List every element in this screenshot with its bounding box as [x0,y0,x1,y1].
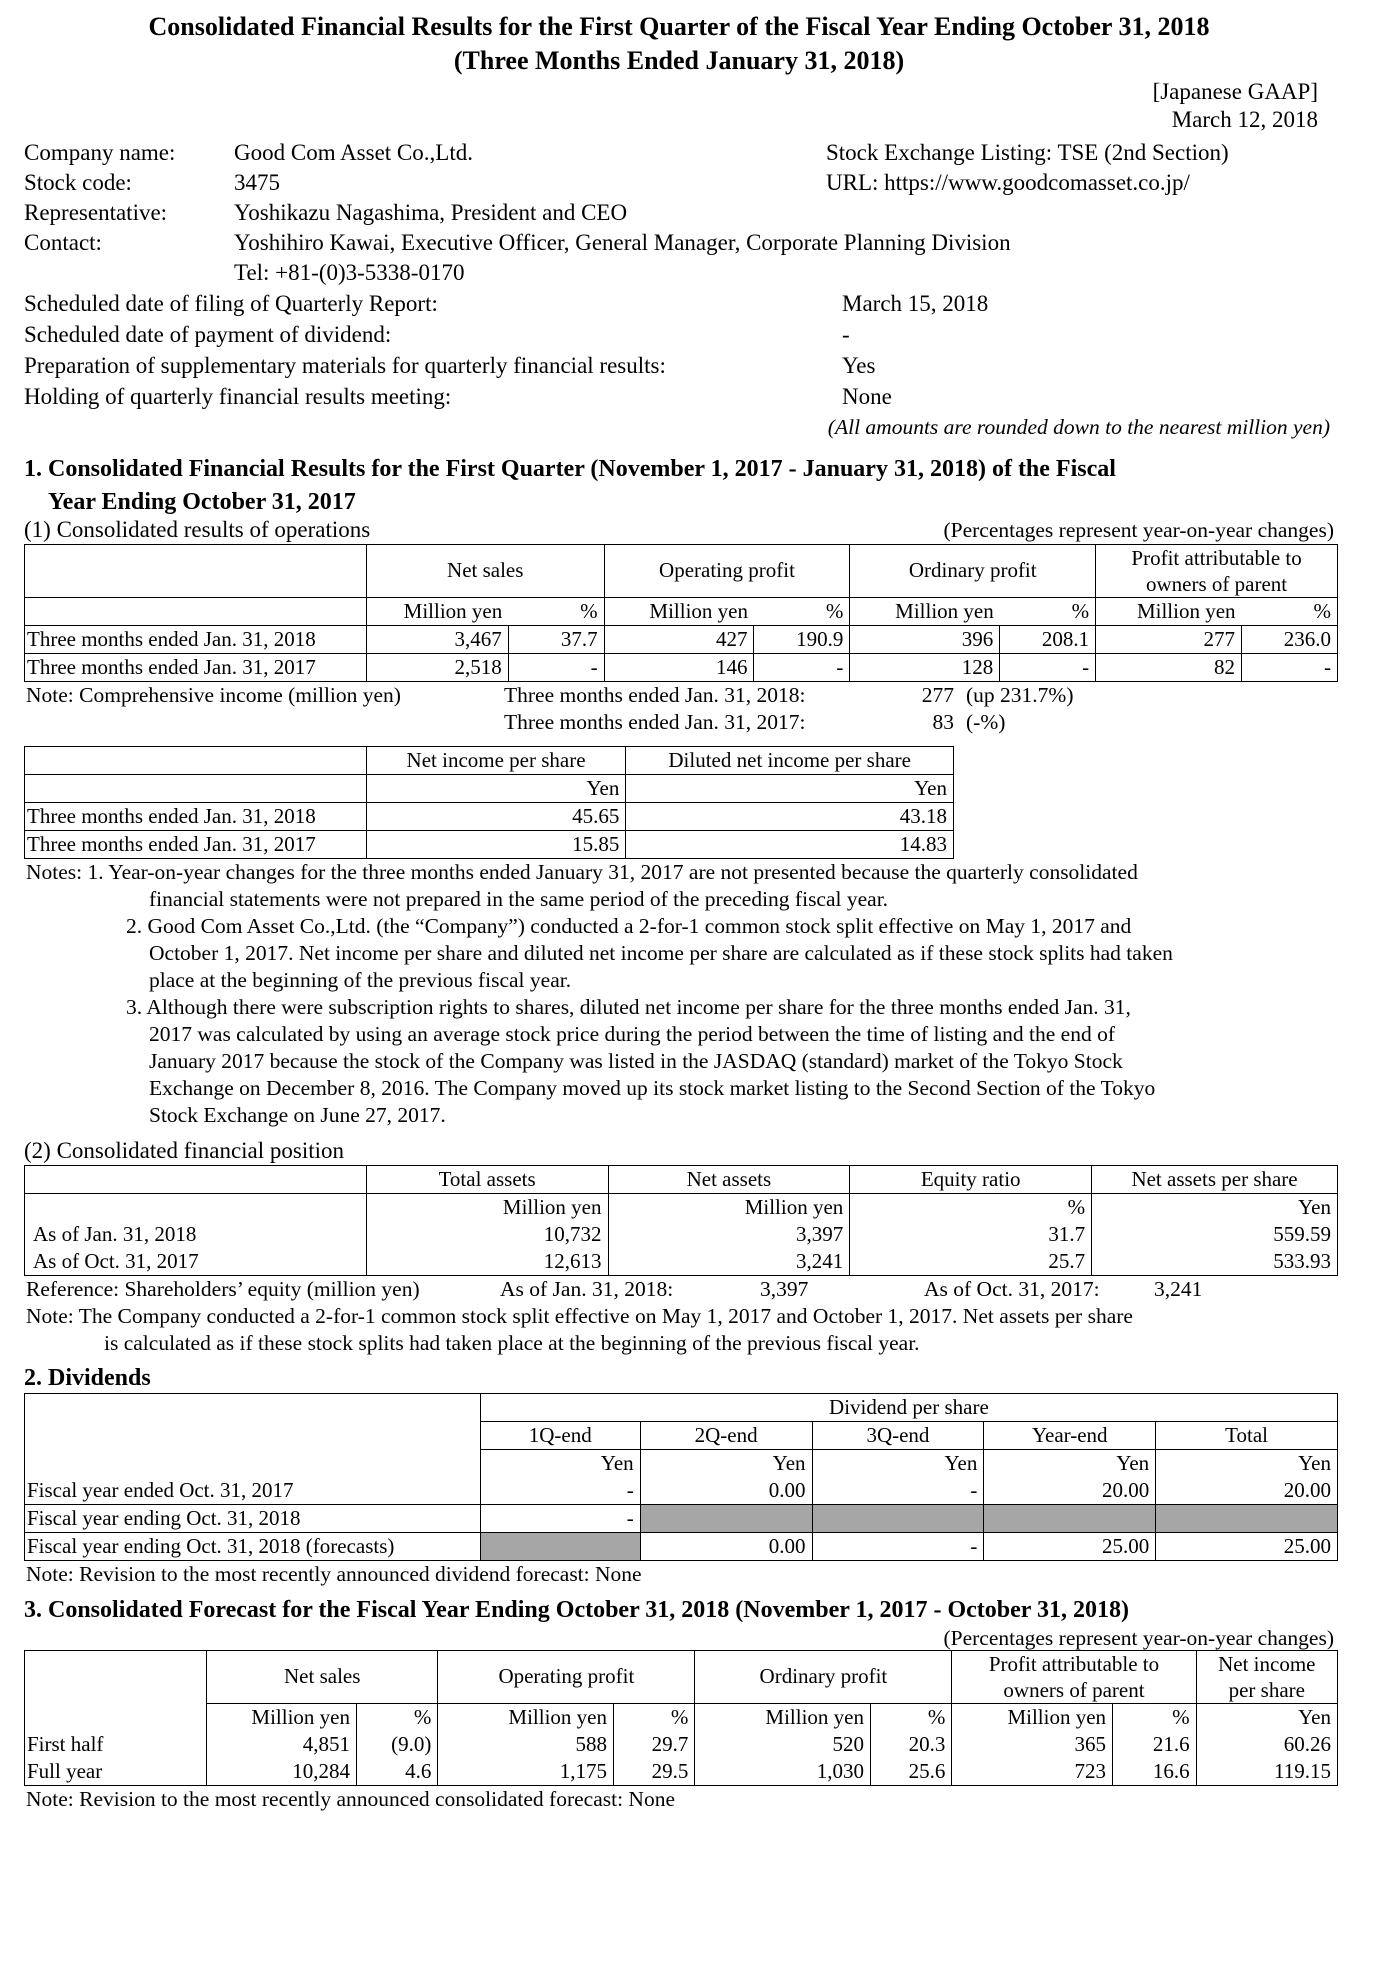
table-row: First half 4,851 (9.0) 588 29.7 520 20.3 365 21.6 60.26 [25,1731,1338,1758]
col-net-assets: Net assets [608,1166,850,1194]
pct-note: (Percentages represent year-on-year changes) [943,1626,1334,1650]
gaap-label: [Japanese GAAP] [1152,79,1318,104]
schedule-label: Scheduled date of filing of Quarterly Report: [24,290,438,316]
schedule-value: March 15, 2018 [842,290,989,316]
schedule-value: Yes [842,352,876,378]
col-profit-owners: Profit attributable to owners of parent [1096,545,1338,598]
table-row: Fiscal year ended Oct. 31, 2017 - 0.00 - 20.00 20.00 [25,1477,1338,1505]
representative: Yoshikazu Nagashima, President and CEO [234,200,628,226]
col-total-assets: Total assets [366,1166,608,1194]
unit: Million yen [850,598,1000,626]
company-name: Good Com Asset Co.,Ltd. [234,140,473,166]
table-row: Three months ended Jan. 31, 2017 2,518 - 146 - 128 - 82 - [25,654,1338,682]
comprehensive-income-note: Note: Comprehensive income (million yen) Three months ended Jan. 31, 2018: 277 (up 231.7%) Three months ended Jan. 31, 2017: 83 (-%) [26,683,1074,734]
rounding-note: (All amounts are rounded down to the nearest million yen) [827,415,1330,439]
document-subtitle: (Three Months Ended January 31, 2018) [453,46,905,75]
table-row: Three months ended Jan. 31, 2018 3,467 37.7 427 190.9 396 208.1 277 236.0 [25,626,1338,654]
unit: % [754,598,850,626]
col-net-sales: Net sales [207,1651,438,1704]
contact-tel: Tel: +81-(0)3-5338-0170 [234,260,465,286]
stock-code: 3475 [234,170,280,196]
unit: Million yen [366,598,508,626]
schedule-value: - [842,321,850,347]
forecast-note: Note: Revision to the most recently announced consolidated forecast: None [26,1787,675,1811]
ops-subtitle: (1) Consolidated results of operations [24,517,371,543]
col-dividend-per-share: Dividend per share [480,1394,1337,1422]
table-row: Three months ended Jan. 31, 2017 15.85 14.83 [25,831,954,859]
table-row: Fiscal year ending Oct. 31, 2018 - [25,1505,1338,1533]
unit: % [1242,598,1338,626]
shareholders-equity-ref: Reference: Shareholders’ equity (million yen) As of Jan. 31, 2018: 3,397 As of Oct. 31, 2017: 3,241 [26,1277,1203,1301]
fp-note-cont: is calculated as if these stock splits had taken place at the beginning of the previous fiscal year. [104,1331,920,1355]
col-ordinary-profit: Ordinary profit [695,1651,952,1704]
col-diluted-eps: Diluted net income per share [626,747,954,775]
col-ordinary-profit: Ordinary profit [850,545,1096,598]
fp-subtitle: (2) Consolidated financial position [24,1138,345,1163]
company-url[interactable]: URL: https://www.goodcomasset.co.jp/ [826,170,1190,196]
representative-label: Representative: [24,200,168,226]
schedule-label: Holding of quarterly financial results meeting: [24,383,452,409]
eps-notes: Notes: 1. Year-on-year changes for the three months ended January 31, 2017 are not presented because the quarterly consolidated financial statements were not prepared in the same period of the preceding fiscal year. 2. Good Com Asset Co.,Ltd. (the “Company”) conducted a 2-for-1 common stock split effective on May 1, 2017 and October 1, 2017. Net income per share and diluted net income per share are calculated as if these stock splits had taken place at the beginning of the previous fiscal year. 3. Although there were subscription rights to shares, diluted net income per share for the three months ended Jan. 31, 2017 was calculated by using an average stock price during the period between the time of listing and the end of January 2017 because the stock of the Company was listed in the JASDAQ (standard) market of the Tokyo Stock Exchange on December 8, 2016. The Company moved up its stock market listing to the Second Section of the Tokyo Stock Exchange on June 27, 2017. [26,860,1173,1127]
document-page [24,10,1334,1813]
table-row: Three months ended Jan. 31, 2018 45.65 43.18 [25,803,954,831]
col-eps: Net income per share [1196,1651,1337,1704]
unit: Million yen [1096,598,1242,626]
col-operating-profit: Operating profit [438,1651,695,1704]
table-row: As of Jan. 31, 2018 10,732 3,397 31.7 559.59 [25,1221,1338,1248]
col-eps: Net income per share [366,747,626,775]
financial-position-table: Total assets Net assets Equity ratio Net assets per share Million yen Million yen % Yen As of Jan. 31, 2018 10,732 3,397 31.7 559.59 As of Oct. 31, 2017 12,613 3,241 25.7 533.93 [24,1165,1338,1276]
schedule-label: Preparation of supplementary materials for quarterly financial results: [24,352,666,378]
schedule-label: Scheduled date of payment of dividend: [24,321,392,347]
table-row: Fiscal year ending Oct. 31, 2018 (forecasts) 0.00 - 25.00 25.00 [25,1533,1338,1561]
dividends-table: Dividend per share 1Q-end 2Q-end 3Q-end Year-end Total Yen Yen Yen Yen Yen Fiscal year ended Oct. 31, 2017 - 0.00 - 20.00 20.00 Fiscal year ending Oct. 31, 2018 - Fiscal year ending Oct. 31, 2018 (forecasts) 0.00 - 25.00 25.00 [24,1393,1338,1561]
schedule-value: None [842,383,892,409]
section3-title: 3. Consolidated Forecast for the Fiscal Year Ending October 31, 2018 (November 1, 2017 - October 31, 2018) [24,1597,1130,1623]
table-row: As of Oct. 31, 2017 12,613 3,241 25.7 533.93 [25,1248,1338,1276]
col-nav-per-share: Net assets per share [1092,1166,1338,1194]
unit: Million yen [604,598,754,626]
col-profit-owners: Profit attributable to owners of parent [952,1651,1196,1704]
section2-title: 2. Dividends [24,1365,151,1391]
fp-note: Note: The Company conducted a 2-for-1 common stock split effective on May 1, 2017 and October 1, 2017. Net assets per share [26,1304,1133,1328]
pct-note: (Percentages represent year-on-year changes) [943,518,1334,543]
section1-title-cont: Year Ending October 31, 2017 [48,489,356,515]
stock-exchange-listing: Stock Exchange Listing: TSE (2nd Section) [826,140,1229,166]
document-title: Consolidated Financial Results for the First Quarter of the Fiscal Year Ending October 31, 2018 [148,12,1210,41]
operations-table [24,544,1338,682]
contact-label: Contact: [24,230,102,256]
unit: % [508,598,604,626]
company-name-label: Company name: [24,140,176,166]
contact: Yoshihiro Kawai, Executive Officer, General Manager, Corporate Planning Division [234,230,1011,256]
release-date: March 12, 2018 [1171,107,1318,132]
eps-table: Net income per share Diluted net income per share Yen Yen Three months ended Jan. 31, 2018 45.65 43.18 Three months ended Jan. 31, 2017 15.85 14.83 [24,746,954,859]
section1-title: 1. Consolidated Financial Results for the First Quarter (November 1, 2017 - January 31, 2018) of the Fiscal [24,456,1116,482]
stock-code-label: Stock code: [24,170,132,196]
forecast-table: Net sales Operating profit Ordinary profit Profit attributable to owners of parent Net income per share Million yen % Million yen % Million yen % Million yen % Yen First half 4,851 (9.0) 588 29.7 520 20.3 365 21.6 60.26 Full year 10,284 4.6 1,175 29.5 1,030 25.6 723 16.6 119.15 [24,1650,1338,1786]
table-row: Full year 10,284 4.6 1,175 29.5 1,030 25.6 723 16.6 119.15 [25,1758,1338,1786]
unit: % [1000,598,1096,626]
col-equity-ratio: Equity ratio [850,1166,1092,1194]
col-net-sales: Net sales [366,545,604,598]
dividend-note: Note: Revision to the most recently announced dividend forecast: None [26,1562,642,1586]
col-operating-profit: Operating profit [604,545,850,598]
